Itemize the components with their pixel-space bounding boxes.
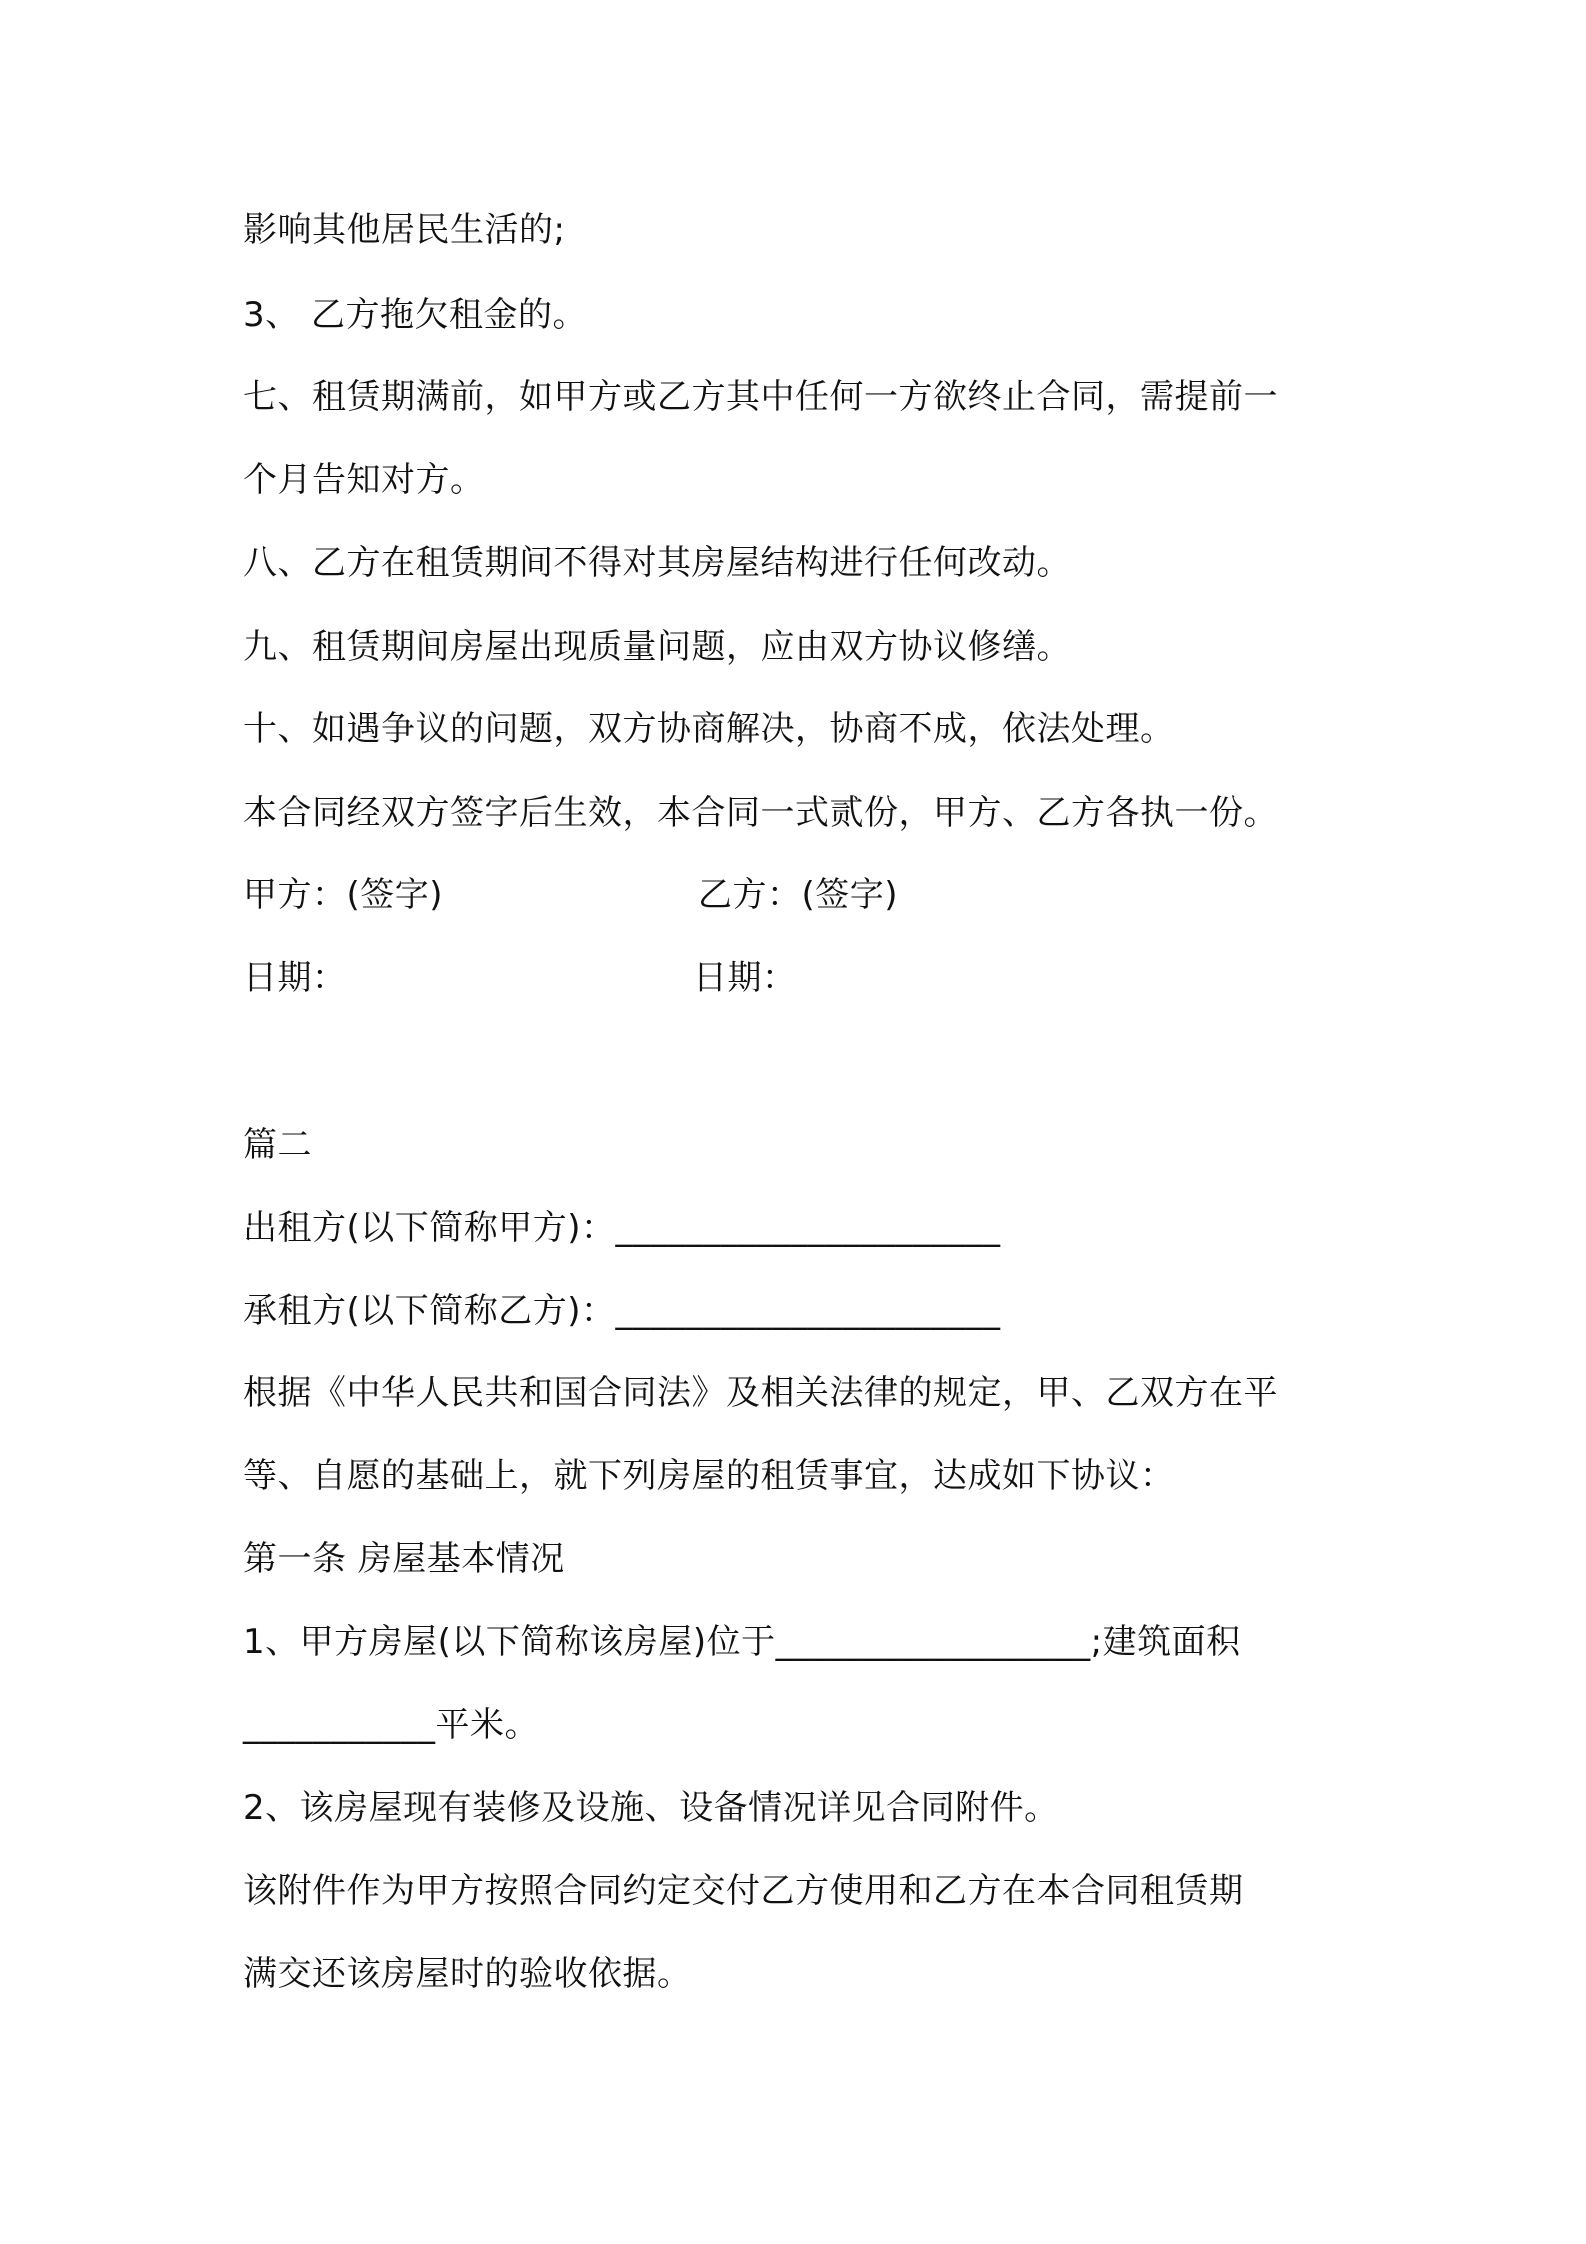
party-b-date: 日期： xyxy=(693,958,797,998)
signature-row xyxy=(243,873,899,917)
article-title: 第一条 房屋基本情况 xyxy=(243,1539,565,1579)
item-line: ___________平米。 xyxy=(243,1705,539,1745)
lessee-field: 承租方(以下简称乙方)：______________________ xyxy=(243,1291,1001,1331)
note-line: 该附件作为甲方按照合同约定交付乙方使用和乙方在本合同租赁期 xyxy=(243,1871,1244,1911)
lessor-field: 出租方(以下简称甲方)：______________________ xyxy=(243,1208,1001,1248)
clause-line: 七、租赁期满前，如甲方或乙方其中任何一方欲终止合同，需提前一 xyxy=(243,377,1278,417)
intro-line: 根据《中华人民共和国合同法》及相关法律的规定，甲、乙双方在平 xyxy=(243,1373,1278,1413)
clause-line: 十、如遇争议的问题，双方协商解决，协商不成，依法处理。 xyxy=(243,709,1175,749)
item-line: 1、甲方房屋(以下简称该房屋)位于__________________;建筑面积 xyxy=(243,1622,1241,1662)
clause-line: 本合同经双方签字后生效，本合同一式贰份，甲方、乙方各执一份。 xyxy=(243,793,1278,833)
party-b-signature: 乙方：(签字) xyxy=(698,875,899,915)
clause-line: 影响其他居民生活的; xyxy=(243,210,566,250)
section-heading: 篇二 xyxy=(243,1125,312,1165)
clause-line: 3、 乙方拖欠租金的。 xyxy=(243,295,587,335)
note-line: 满交还该房屋时的验收依据。 xyxy=(243,1954,692,1994)
clause-line: 八、乙方在租赁期间不得对其房屋结构进行任何改动。 xyxy=(243,543,1071,583)
party-a-signature: 甲方：(签字) xyxy=(243,875,444,915)
intro-line: 等、自愿的基础上，就下列房屋的租赁事宜，达成如下协议： xyxy=(243,1456,1175,1496)
party-a-date: 日期： xyxy=(243,958,347,998)
date-row xyxy=(243,956,797,1000)
item-line: 2、该房屋现有装修及设施、设备情况详见合同附件。 xyxy=(243,1788,1059,1828)
clause-line: 九、租赁期间房屋出现质量问题，应由双方协议修缮。 xyxy=(243,627,1071,667)
clause-line: 个月告知对方。 xyxy=(243,460,485,500)
